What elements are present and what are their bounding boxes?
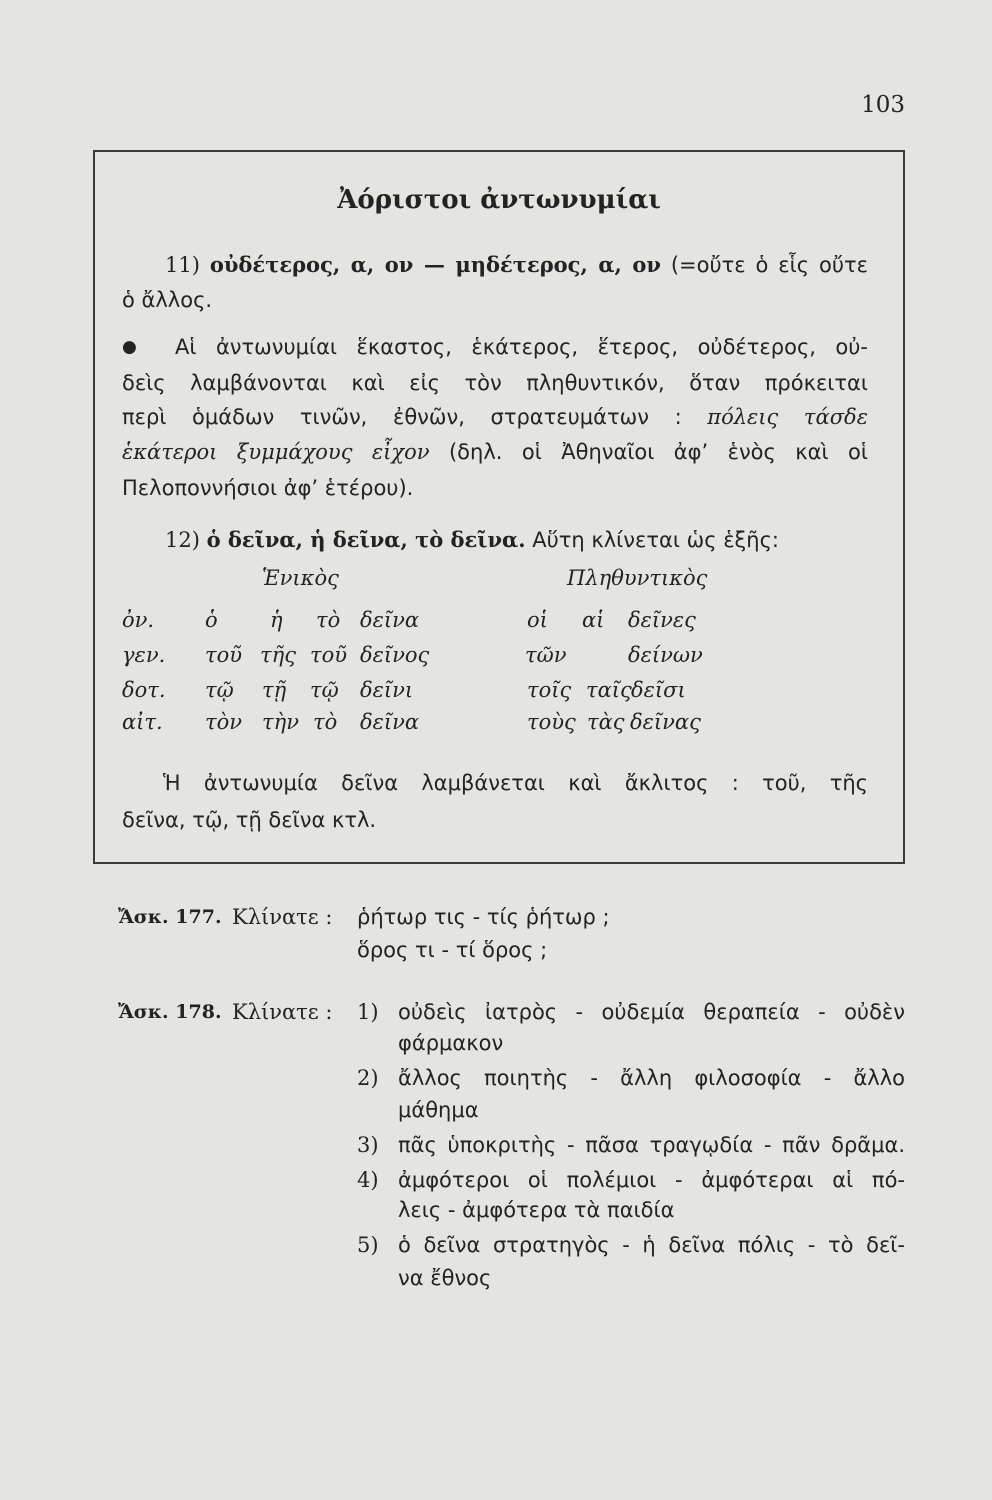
exercise-177-line-2: ὅρος τι - τί ὅρος ;: [357, 938, 548, 962]
plural-form: δεῖνες: [628, 608, 696, 632]
plural-form: δείνων: [628, 643, 703, 667]
singular-article-fem: τὴν: [262, 710, 299, 734]
page-number: 103: [861, 92, 905, 118]
exercise-178-item-2-number: 2): [357, 1066, 379, 1090]
item-11-gloss-start: (=οὔτε ὁ εἷς οὔτε: [670, 253, 868, 277]
plural-article-masc: τοὺς: [527, 710, 576, 734]
plural-form: δεῖσι: [631, 678, 686, 702]
item-11-gloss-end: ὁ ἄλλος.: [122, 288, 213, 312]
exercise-178-item-2-line-2: μάθημα: [398, 1098, 479, 1122]
exercise-178-label: Ἄσκ. 178.: [118, 1001, 222, 1023]
case-label: αἰτ.: [122, 710, 163, 734]
plural-article-fem: αἱ: [582, 608, 605, 632]
exercise-178-instruction: Κλίνατε :: [232, 1000, 333, 1024]
singular-article-masc: τοῦ: [205, 643, 243, 667]
singular-form: δεῖνι: [360, 678, 414, 702]
remark-line-2: δεῖνα, τῷ, τῇ δεῖνα κτλ.: [122, 808, 377, 832]
declension-row-accusative: [0, 707, 992, 737]
remark-line-1: Ἡ ἀντωνυμία δεῖνα λαμβάνεται καὶ ἄκλιτος : τοῦ, τῆς: [163, 771, 868, 795]
declension-row-nominative: [0, 605, 992, 635]
exercise-178-item-5-number: 5): [357, 1233, 379, 1257]
exercise-178-item-5-line-1: ὁ δεῖνα στρατηγὸς - ἡ δεῖνα πόλις - τὸ δεῖ-: [398, 1233, 905, 1257]
note-line-4: [122, 437, 868, 467]
note-line-4-text: (δηλ. οἱ Ἀθηναῖοι ἀφ’ ἑνὸς καὶ οἱ: [448, 440, 868, 464]
note-line-5: Πελοποννήσιοι ἀφ’ ἑτέρου).: [122, 476, 414, 500]
plural-article-masc: τοῖς: [527, 678, 572, 702]
item-12-text: Αὕτη κλίνεται ὡς ἑξῆς:: [532, 528, 779, 552]
exercise-178-item-4-line-2: λεις - ἀμφότερα τὰ παιδία: [398, 1198, 675, 1222]
note-line-2: δεὶς λαμβάνονται καὶ εἰς τὸν πληθυντικόν, ὅταν πρόκειται: [122, 371, 868, 395]
note-line-3-text: περὶ ὁμάδων τινῶν, ἐθνῶν, στρατευμάτων :: [122, 405, 682, 429]
header-singular: Ἑνικὸς: [262, 566, 339, 590]
note-line-1: Αἱ ἀντωνυμίαι ἕκαστος, ἑκάτερος, ἕτερος, οὐδέτερος, οὐ-: [175, 335, 868, 359]
exercise-177-instruction: Κλίνατε :: [232, 905, 333, 929]
item-11-forms: οὐδέτερος, α, ον — μηδέτερος, α, ον: [209, 252, 661, 277]
note-line-3: [122, 402, 868, 432]
exercise-177-label: Ἄσκ. 177.: [118, 906, 222, 928]
exercise-178-item-1-line-2: φάρμακον: [398, 1031, 504, 1055]
declension-header-row: [0, 563, 992, 593]
singular-article-neut: τὸ: [313, 710, 338, 734]
singular-article-masc: ὁ: [205, 608, 218, 632]
item-12-line: [165, 525, 779, 555]
singular-article-neut: τοῦ: [310, 643, 348, 667]
case-label: ὀν.: [122, 608, 155, 632]
exercise-178-item-3-line-1: πᾶς ὑποκριτὴς - πᾶσα τραγῳδία - πᾶν δρᾶμα.: [398, 1133, 905, 1157]
exercise-178-item-3-number: 3): [357, 1133, 379, 1157]
exercise-178-item-1-line-1: οὐδεὶς ἰατρὸς - οὐδεμία θεραπεία - οὐδὲν: [398, 1000, 905, 1024]
plural-article-masc: οἱ: [527, 608, 548, 632]
singular-article-masc: τὸν: [205, 710, 243, 734]
bullet-icon: ●: [122, 337, 137, 357]
singular-article-masc: τῷ: [205, 678, 234, 702]
exercise-178-item-5-line-2: να ἔθνος: [398, 1266, 492, 1290]
singular-form: δεῖνος: [360, 643, 430, 667]
exercise-178-item-2-line-1: ἄλλος ποιητὴς - ἄλλη φιλοσοφία - ἄλλο: [398, 1066, 905, 1090]
item-12-number: 12): [165, 528, 200, 552]
singular-article-fem: τῇ: [262, 678, 287, 702]
declension-row-dative: [0, 675, 992, 705]
exercise-178-item-1-number: 1): [357, 1000, 379, 1024]
singular-article-fem: ἡ: [270, 608, 283, 632]
plural-article-fem: ταῖς: [586, 678, 632, 702]
case-label: γεν.: [122, 643, 166, 667]
plural-form: δεῖνας: [630, 710, 701, 734]
singular-article-fem: τῆς: [260, 643, 296, 667]
singular-form: δεῖνα: [360, 608, 420, 632]
note-example-start: πόλεις τάσδε: [707, 405, 868, 429]
singular-form: δεῖνα: [360, 710, 420, 734]
item-11-number: 11): [165, 253, 200, 277]
header-plural: Πληθυντικὸς: [567, 566, 708, 590]
exercise-178-item-4-number: 4): [357, 1168, 379, 1192]
singular-article-neut: τῷ: [310, 678, 339, 702]
case-label: δοτ.: [122, 678, 166, 702]
declension-row-genitive: [0, 640, 992, 670]
exercise-177-line-1: ῥήτωρ τις - τίς ῥήτωρ ;: [357, 905, 610, 929]
note-example-end: ἑκάτεροι ξυμμάχους εἶχον: [122, 440, 430, 464]
exercise-178-item-4-line-1: ἀμφότεροι οἱ πολέμιοι - ἀμφότεραι αἱ πό-: [398, 1168, 905, 1192]
singular-article-neut: τὸ: [316, 608, 341, 632]
plural-article-fem: τὰς: [587, 710, 625, 734]
item-12-forms: ὁ δεῖνα, ἡ δεῖνα, τὸ δεῖνα.: [206, 527, 526, 552]
plural-article: τῶν: [525, 643, 567, 667]
item-11-line-1: [165, 250, 868, 280]
box-title: Ἀόριστοι ἀντωνυμίαι: [337, 185, 661, 215]
